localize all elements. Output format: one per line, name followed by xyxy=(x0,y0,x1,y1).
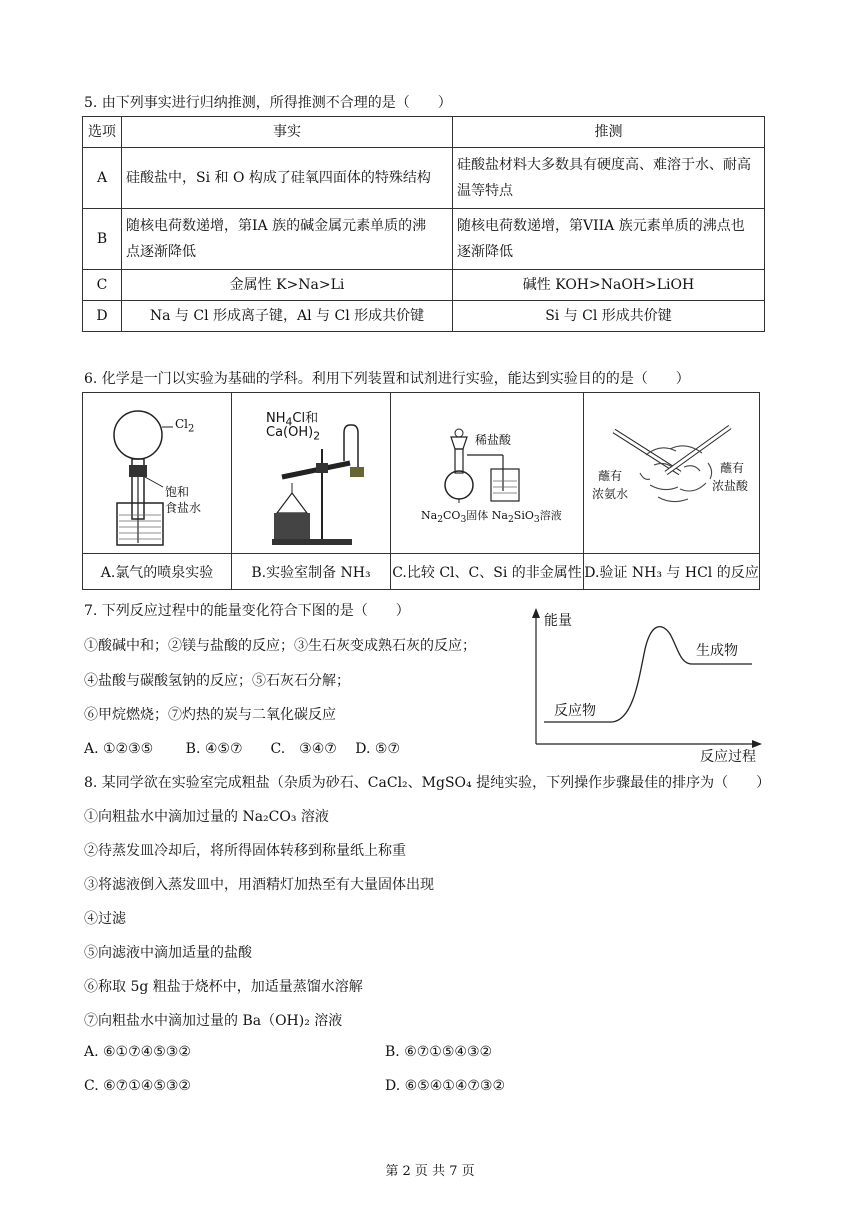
step-item: ⑤向滤液中滴加适量的盐酸 xyxy=(84,945,252,961)
conc-ammonia-label: 浓氨水 xyxy=(592,487,629,501)
fountain-apparatus-icon xyxy=(83,393,231,553)
page-footer: 第 2 页 共 7 页 xyxy=(385,1164,475,1179)
question-7-stem: 7. 下列反应过程中的能量变化符合下图的是（ ） xyxy=(84,603,410,619)
fact-line: 随核电荷数递增，第IA 族的碱金属元素单质的沸 xyxy=(126,218,427,234)
question-7-items-2: ④盐酸与碳酸氢钠的反应；⑤石灰石分解； xyxy=(84,673,350,689)
apparatus-c xyxy=(391,393,584,553)
table-header-row xyxy=(83,117,765,148)
apparatus-images xyxy=(83,393,759,554)
table-row xyxy=(83,209,765,270)
inference-line: 硅酸盐材料大多数具有硬度高、难溶于水、耐高 xyxy=(457,157,751,173)
step-item: ⑦向粗盐水中滴加过量的 Ba（OH)₂ 溶液 xyxy=(84,1013,343,1029)
row-fact xyxy=(122,148,453,209)
step-item: ④过滤 xyxy=(84,911,126,927)
apparatus-d xyxy=(584,393,760,553)
header-option: 选项 xyxy=(83,117,122,148)
table-row xyxy=(83,301,765,332)
question-7-items-3: ⑥甲烷燃烧；⑦灼热的炭与二氧化碳反应 xyxy=(84,707,336,723)
row-fact xyxy=(122,209,453,270)
brine-label: 食盐水 xyxy=(165,501,202,515)
energy-diagram xyxy=(520,604,770,764)
caption-a: A.氯气的喷泉实验 xyxy=(83,554,232,589)
option-b: B. ⑥⑦①⑤④③② xyxy=(385,1044,493,1060)
table-row xyxy=(83,148,765,209)
row-option: B xyxy=(83,209,122,270)
reagent-line-2: $Ca(OH)_2$ xyxy=(266,425,321,443)
question-5-stem: 5. 由下列事实进行归纳推测，所得推测不合理的是（ ） xyxy=(84,95,452,111)
dipped-right-label: 蘸有 xyxy=(720,461,745,475)
conc-hcl-label: 浓盐酸 xyxy=(712,479,749,493)
caption-c: C.比较 Cl、C、Si 的非金属性 xyxy=(391,554,584,589)
cl2-label: $Cl_2$ xyxy=(175,417,195,435)
row-inference: Si 与 Cl 形成共价键 xyxy=(453,301,765,332)
fact-line: 点逐渐降低 xyxy=(126,244,196,260)
apparatus-b xyxy=(232,393,391,553)
fact-line: 硅酸盐中，Si 和 O 构成了硅氧四面体的特殊结构 xyxy=(126,170,431,186)
step-item: ⑥称取 5g 粗盐于烧杯中，加适量蒸馏水溶解 xyxy=(84,979,363,995)
header-fact: 事实 xyxy=(122,117,453,148)
row-inference xyxy=(453,148,765,209)
apparatus-a xyxy=(83,393,232,553)
caption-b: B.实验室制备 NH₃ xyxy=(232,554,391,589)
header-inference: 推测 xyxy=(453,117,765,148)
row-fact: Na 与 Cl 形成离子键，Al 与 Cl 形成共价键 xyxy=(122,301,453,332)
process-axis-label: 反应过程 xyxy=(700,749,756,765)
option-d: D. ⑥⑤④①④⑦③② xyxy=(385,1078,506,1094)
row-fact: 金属性 K>Na>Li xyxy=(122,270,453,301)
reactant-label: 反应物 xyxy=(554,703,596,719)
question-7-options: A. ①②③⑤ B. ④⑤⑦ C. ③④⑦ D. ⑤⑦ xyxy=(84,741,400,757)
option-a: A. ⑥①⑦④⑤③② xyxy=(84,1044,191,1060)
question-5-table xyxy=(82,116,765,332)
reagent-labels: $Na_2CO_3$固体 $Na_2SiO_3$溶液 xyxy=(421,509,562,526)
inference-line: 逐渐降低 xyxy=(457,244,513,260)
dilute-hcl-label: 稀盐酸 xyxy=(475,433,512,447)
row-option: C xyxy=(83,270,122,301)
row-option: D xyxy=(83,301,122,332)
saturated-label: 饱和 xyxy=(165,485,190,499)
question-6-stem: 6. 化学是一门以实验为基础的学科。利用下列装置和试剂进行实验，能达到实验目的的是（ ） xyxy=(84,371,690,387)
question-8-stem: 8. 某同学欲在实验室完成粗盐（杂质为砂石、CaCl₂、MgSO₄ 提纯实验，下列操作步骤最佳的排序为（ ） xyxy=(84,775,771,791)
inference-line: 随核电荷数递增，第VIIA 族元素单质的沸点也 xyxy=(457,218,745,234)
product-label: 生成物 xyxy=(696,643,738,659)
nonmetal-comparison-icon xyxy=(391,393,583,553)
dipped-left-label: 蘸有 xyxy=(598,469,623,483)
row-inference: 碱性 KOH>NaOH>LiOH xyxy=(453,270,765,301)
option-c: C. ⑥⑦①④⑤③② xyxy=(84,1078,191,1094)
row-option: A xyxy=(83,148,122,209)
step-item: ③将滤液倒入蒸发皿中，用酒精灯加热至有大量固体出现 xyxy=(84,877,434,893)
reagent-line-1: $NH_4Cl$和 xyxy=(266,411,319,429)
inference-line: 温等特点 xyxy=(457,183,513,199)
row-inference xyxy=(453,209,765,270)
caption-d: D.验证 NH₃ 与 HCl 的反应 xyxy=(584,564,759,581)
question-6-figure xyxy=(82,392,760,590)
step-item: ②待蒸发皿冷却后，将所得固体转移到称量纸上称重 xyxy=(84,843,406,859)
apparatus-captions xyxy=(83,554,759,589)
energy-axis-label: 能量 xyxy=(544,613,572,629)
step-item: ①向粗盐水中滴加过量的 Na₂CO₃ 溶液 xyxy=(84,809,329,825)
table-row xyxy=(83,270,765,301)
question-7-items-1: ①酸碱中和；②镁与盐酸的反应；③生石灰变成熟石灰的反应； xyxy=(84,638,476,654)
